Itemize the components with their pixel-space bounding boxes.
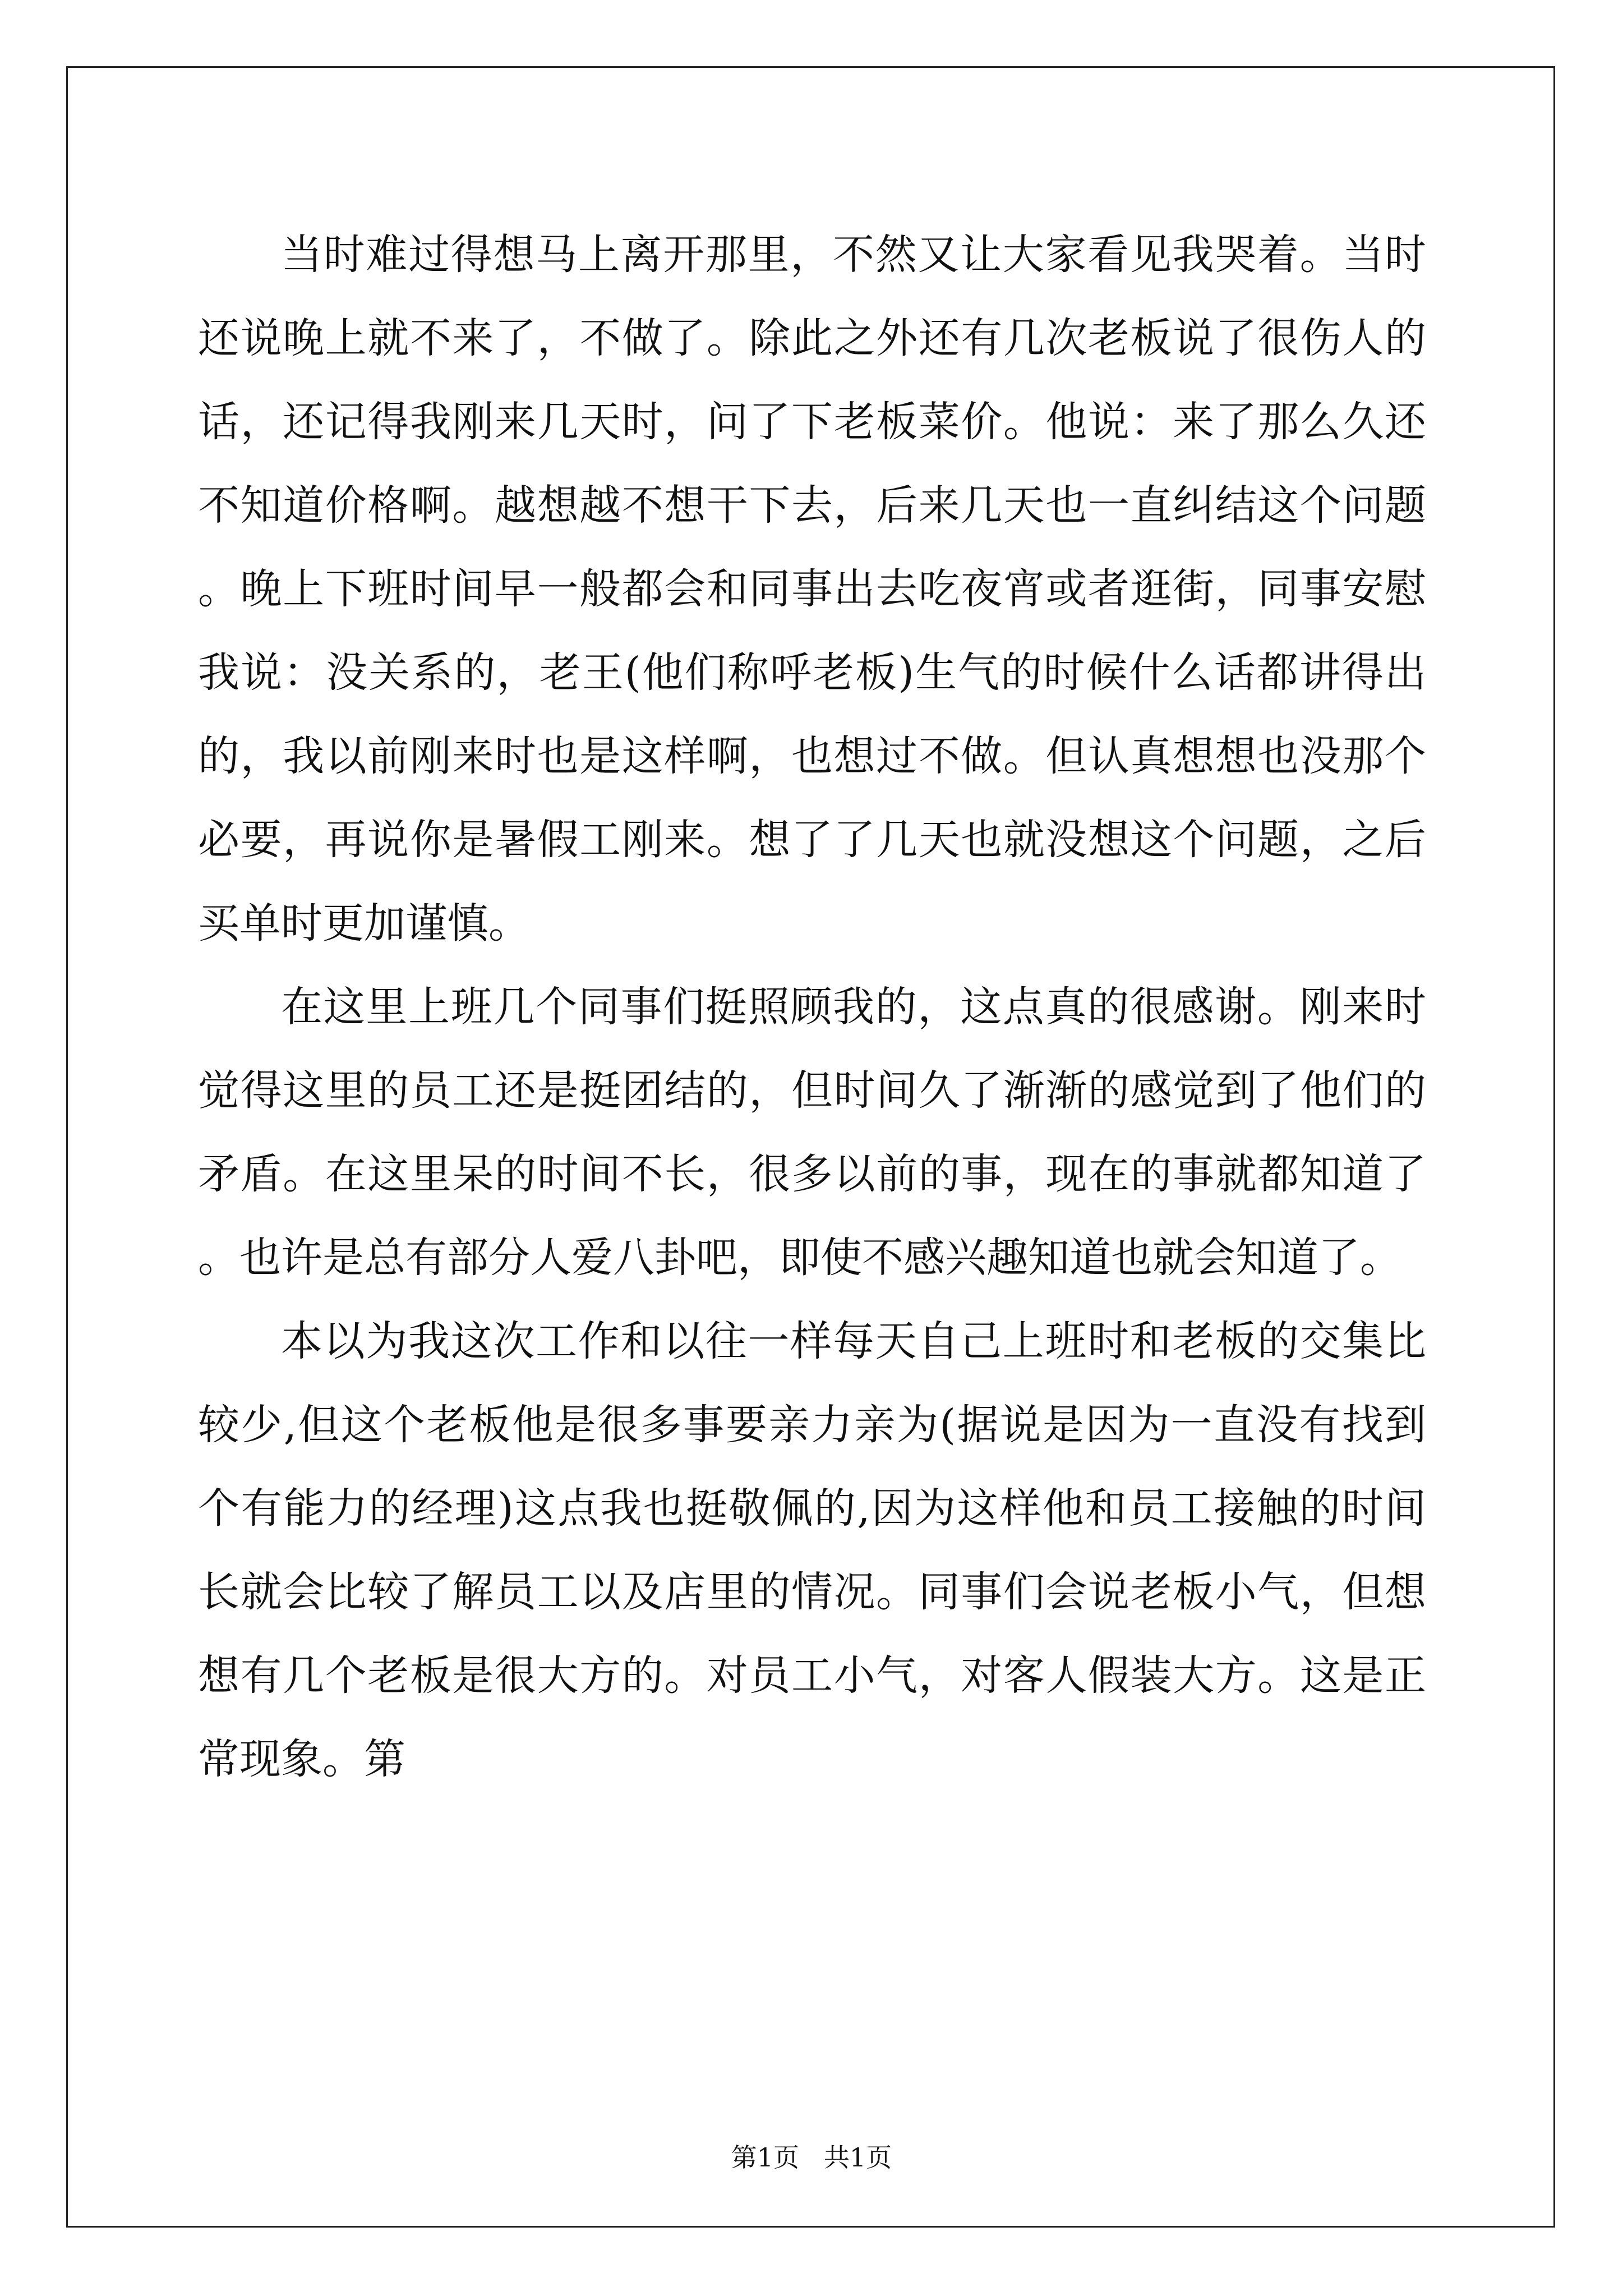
paragraph-3: 本以为我这次工作和以往一样每天自己上班时和老板的交集比较少,但这个老板他是很多事要亲力亲为(据说是因为一直没有找到个有能力的经理)这点我也挺敬佩的,因为这样他和员工接触的时间长就会比较了解员工以及店里的情况。同事们会说老板小气，但想想有几个老板是很大方的。对员工小气，对客人假装大方。这是正常现象。第 bbox=[198, 1317, 1426, 1783]
paragraph-2: 在这里上班几个同事们挺照顾我的，这点真的很感谢。刚来时觉得这里的员工还是挺团结的，但时间久了渐渐的感觉到了他们的矛盾。在这里呆的时间不长，很多以前的事，现在的事就都知道了。也许是总有部分人爱八卦吧，即使不感兴趣知道也就会知道了。 bbox=[198, 983, 1426, 1282]
document-body bbox=[198, 213, 1426, 1801]
paragraph-1: 当时难过得想马上离开那里，不然又让大家看见我哭着。当时还说晚上就不来了，不做了。除此之外还有几次老板说了很伤人的话，还记得我刚来几天时，问了下老板菜价。他说：来了那么久还不知道价格啊。越想越不想干下去，后来几天也一直纠结这个问题。晚上下班时间早一般都会和同事出去吃夜宵或者逛街，同事安慰我说：没关系的，老王(他们称呼老板)生气的时候什么话都讲得出的，我以前刚来时也是这样啊，也想过不做。但认真想想也没那个必要，再说你是暑假工刚来。想了了几天也就没想这个问题，之后买单时更加谨慎。 bbox=[198, 231, 1426, 947]
page-footer: 第1页 共1页 bbox=[731, 2142, 892, 2173]
